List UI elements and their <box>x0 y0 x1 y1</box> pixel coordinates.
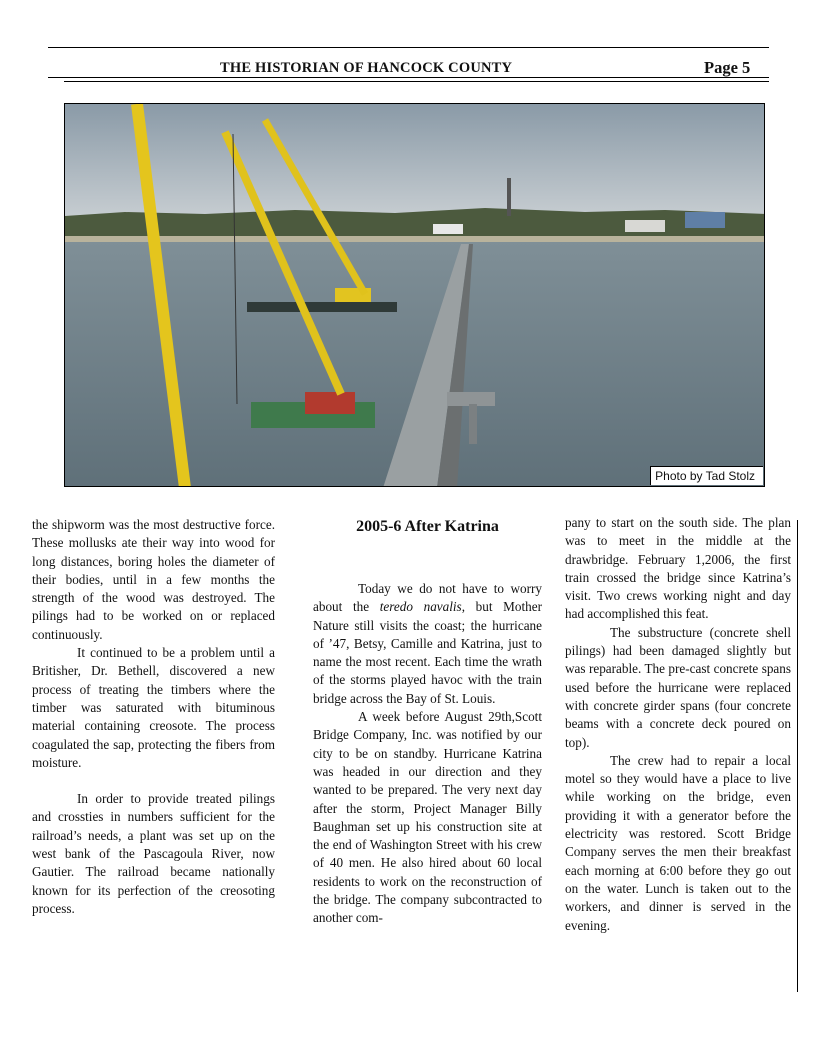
shore-building <box>685 212 725 228</box>
column-left <box>32 516 275 918</box>
column-right <box>565 514 791 935</box>
paragraph-text: Today we do not have to worry about the <box>313 581 542 615</box>
header-bottom-rule <box>48 77 769 78</box>
column-divider <box>797 520 798 992</box>
photo-illustration <box>65 104 765 487</box>
species-name: teredo navalis <box>379 599 462 615</box>
tower <box>507 178 511 216</box>
header-bottom-rule-2 <box>64 81 769 82</box>
shoreline <box>65 236 765 242</box>
paragraph-text: , but Mother Nature still visits the coast; the hurricane of ’47, Betsy, Camille and Katrina, just to name the most recent. Each time the wrath of the storms played havoc with the train bridge across the Bay of St. Louis. <box>313 599 542 706</box>
paragraph: the shipworm was the most destructive force. These mollusks ate their way into wood for long distances, boring holes the diameter of their bodies, until in a few months the strength of the wood was destroyed. The pilings had to be worked on or replaced continuously. <box>32 517 275 642</box>
paragraph: The substructure (concrete shell pilings) had been damaged slightly but was reparable. The pre-cast concrete spans used before the hurricane were replaced with concrete girder spans (four concrete beams with a concrete deck poured on top). <box>565 624 791 750</box>
column-middle <box>313 580 542 928</box>
paragraph: The crew had to repair a local motel so they would have a place to live while working on the bridge, even providing it with a generator before the electricity was restored. Scott Bridge Company serves the men their breakfast each morning at 6:00 before they go out on the water. Lunch is taken out to the workers, and dinner is served in the evening. <box>565 752 791 933</box>
header-top-rule <box>48 47 769 48</box>
page-number: Page 5 <box>704 58 751 77</box>
newsletter-title: THE HISTORIAN OF HANCOCK COUNTY <box>220 60 513 76</box>
bridge-pier <box>469 404 477 444</box>
paragraph <box>313 580 542 708</box>
shore-building <box>625 220 665 232</box>
crane-cab <box>305 392 355 414</box>
paragraph: A week before August 29th,Scott Bridge Company, Inc. was notified by our city to be on standby. Hurricane Katrina was headed in our direction and they wanted to be prepared. The very next day after the storm, Project Manager Billy Baughman set up his construction site at the end of Washington Street with his crew of 40 men. He also hired about 60 local residents to work on the reconstruction of the bridge. The company subcontracted to another com- <box>313 709 542 926</box>
sky <box>65 104 765 222</box>
barge <box>247 302 397 312</box>
paragraph: In order to provide treated pilings and crossties in numbers sufficient for the railroad’s needs, a plant was set up on the west bank of the Pascagoula River, now Gautier. The railroad became nationally known for its perfection of the creosoting process. <box>32 791 275 916</box>
section-heading: 2005-6 After Katrina <box>356 518 499 535</box>
bridge-construction-photo <box>64 103 765 487</box>
paragraph: pany to start on the south side. The plan was to meet in the middle at the drawbridge. February 1,2006, the first train crossed the bridge since Katrina’s visit. Two crews working night and day had accomplished this feat. <box>565 515 791 622</box>
bridge-pier <box>447 392 495 406</box>
photo-credit: Photo by Tad Stolz <box>650 466 763 485</box>
paragraph: It continued to be a problem until a Britisher, Dr. Bethell, discovered a new process of treating the timbers where the timber was saturated with bituminous material containing creosote. The process coagulated the sap, protecting the fibers from moisture. <box>32 645 275 770</box>
shore-building <box>433 224 463 234</box>
